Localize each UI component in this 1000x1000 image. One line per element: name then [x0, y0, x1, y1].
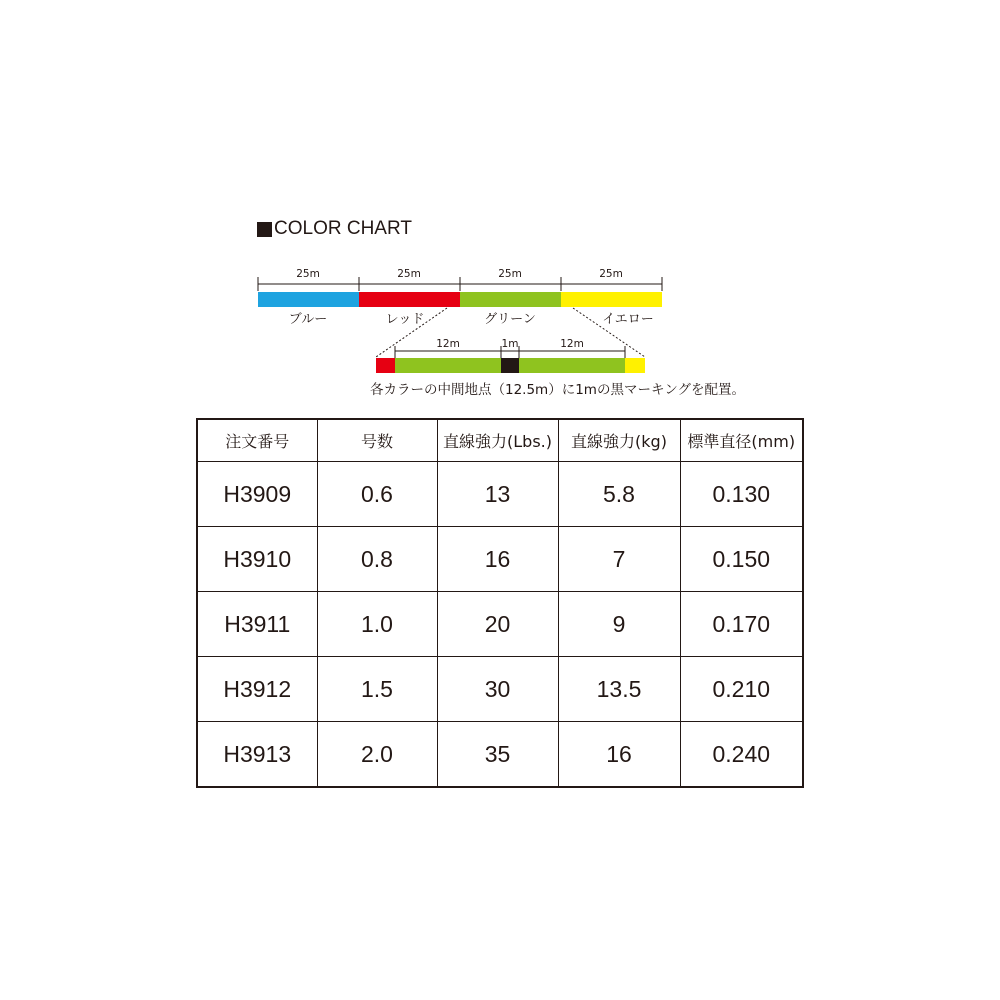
color-name: ブルー: [288, 312, 328, 327]
length-label: 25m: [599, 268, 623, 280]
table-cell: 9: [558, 592, 680, 657]
table-cell: 0.6: [317, 462, 437, 527]
segment-red: [359, 292, 460, 307]
caption: 各カラーの中間地点（12.5m）に1mの黒マーキングを配置。: [370, 382, 746, 398]
title-text: COLOR CHART: [274, 218, 412, 239]
table-cell: 16: [558, 722, 680, 788]
table-cell: H3911: [197, 592, 317, 657]
header-cell: 直線強力(Lbs.): [437, 419, 558, 462]
table-cell: H3909: [197, 462, 317, 527]
table-cell: 0.8: [317, 527, 437, 592]
detail-length-label: 1m: [501, 338, 519, 350]
detail-red: [376, 358, 395, 373]
length-label: 25m: [397, 268, 421, 280]
table-cell: 13: [437, 462, 558, 527]
detail-yellow: [625, 358, 645, 373]
detail-black-mark: [501, 358, 519, 373]
table-row: [197, 527, 803, 592]
table-cell: H3912: [197, 657, 317, 722]
length-label: 25m: [498, 268, 522, 280]
color-name: グリーン: [484, 312, 536, 327]
segment-blue: [258, 292, 359, 307]
table-cell: 7: [558, 527, 680, 592]
table-cell: H3910: [197, 527, 317, 592]
header-cell: 直線強力(kg): [558, 419, 680, 462]
table-cell: 0.130: [680, 462, 803, 527]
color-name: レッド: [385, 312, 425, 327]
table-row: [197, 462, 803, 527]
header-cell: 号数: [317, 419, 437, 462]
detail-length-label: 12m: [560, 338, 584, 350]
table-row: [197, 722, 803, 788]
header-cell: 標準直径(mm): [680, 419, 803, 462]
color-name: イエロー: [602, 312, 654, 327]
detail-length-label: 12m: [436, 338, 460, 350]
header-cell: 注文番号: [197, 419, 317, 462]
table-cell: 16: [437, 527, 558, 592]
table-cell: 35: [437, 722, 558, 788]
table-row: [197, 657, 803, 722]
table-cell: 30: [437, 657, 558, 722]
table-cell: 1.5: [317, 657, 437, 722]
table-cell: 0.240: [680, 722, 803, 788]
color-chart-diagram: [0, 0, 1000, 400]
spec-table: [196, 418, 804, 788]
table-cell: H3913: [197, 722, 317, 788]
table-cell: 13.5: [558, 657, 680, 722]
table-cell: 1.0: [317, 592, 437, 657]
table-cell: 0.150: [680, 527, 803, 592]
table-cell: 0.210: [680, 657, 803, 722]
table-cell: 0.170: [680, 592, 803, 657]
segment-yellow: [561, 292, 662, 307]
segment-green: [460, 292, 561, 307]
length-label: 25m: [296, 268, 320, 280]
table-cell: 5.8: [558, 462, 680, 527]
table-row: [197, 592, 803, 657]
table-cell: 2.0: [317, 722, 437, 788]
table-cell: 20: [437, 592, 558, 657]
table-header-row: [197, 419, 803, 462]
